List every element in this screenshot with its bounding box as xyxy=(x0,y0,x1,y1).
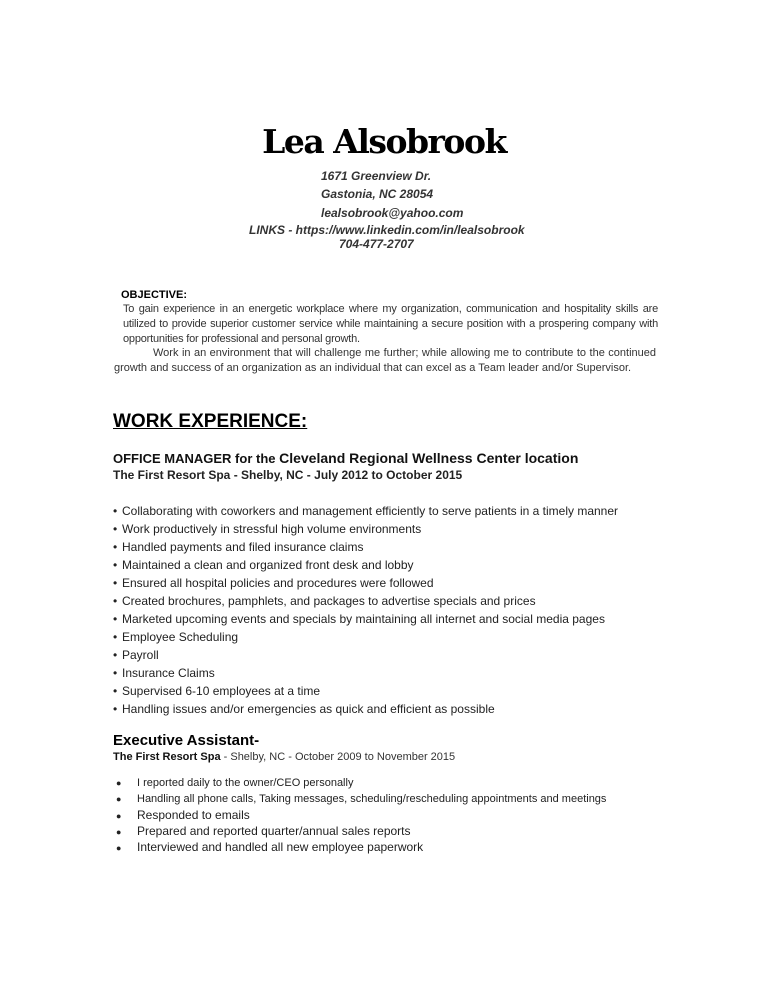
bullet-icon: • xyxy=(113,612,118,626)
applicant-name: Lea Alsobrook xyxy=(262,122,506,161)
objective-paragraph-1: To gain experience in an energetic workplace where my organization, communication and hospitality skills are utilized to provide superior customer service while maintaining a secure position with a prospering company with opportunities for professional and personal growth. xyxy=(123,303,658,345)
list-item: • Collaborating with coworkers and management efficiently to serve patients in a timely manner xyxy=(113,504,619,518)
address-line-1: 1671 Greenview Dr. xyxy=(321,169,432,183)
job2-employer: The First Resort Spa xyxy=(113,751,221,763)
work-experience-heading: WORK EXPERIENCE: xyxy=(113,411,308,432)
list-item: • Created brochures, pamphlets, and packages to advertise specials and prices xyxy=(113,594,536,608)
list-item: ● Handling all phone calls, Taking messages, scheduling/rescheduling appointments and meetings xyxy=(116,793,607,805)
bullet-icon: • xyxy=(113,684,118,698)
list-item: • Work productively in stressful high volume environments xyxy=(113,522,422,536)
list-item: • Handling issues and/or emergencies as quick and efficient as possible xyxy=(113,702,495,716)
bullet-icon: • xyxy=(113,594,118,608)
list-item: ● I reported daily to the owner/CEO personally xyxy=(116,777,354,789)
bullet-icon: • xyxy=(113,702,118,716)
job2-details: - Shelby, NC - October 2009 to November 2015 xyxy=(220,751,456,763)
bullet-icon: ● xyxy=(116,778,122,788)
objective-label: OBJECTIVE: xyxy=(121,289,188,301)
job1-title-prefix: OFFICE MANAGER for the xyxy=(113,451,280,466)
job2-subtitle xyxy=(113,751,455,763)
list-item: • Employee Scheduling xyxy=(113,630,239,644)
job2-duties-list xyxy=(116,775,606,855)
job1-subtitle: The First Resort Spa - Shelby, NC - July 2012 to October 2015 xyxy=(113,468,463,482)
bullet-icon: • xyxy=(113,540,118,554)
list-item: • Insurance Claims xyxy=(113,666,215,680)
list-item: • Maintained a clean and organized front desk and lobby xyxy=(113,558,414,572)
job1-title-location: Cleveland Regional Wellness Center location xyxy=(279,450,579,466)
bullet-icon: ● xyxy=(116,811,122,821)
links-line: LINKS - https://www.linkedin.com/in/lealsobrook xyxy=(249,223,525,237)
list-item: ● Responded to emails xyxy=(116,808,250,822)
list-item: • Supervised 6-10 employees at a time xyxy=(113,684,321,698)
job1-title xyxy=(113,450,578,466)
objective-paragraph-2: Work in an environment that will challenge me further; while allowing me to contribute to the continued growth and success of an organization as an individual that can excel as a Team leader and/or Supervisor. xyxy=(114,347,656,374)
bullet-icon: ● xyxy=(116,794,122,804)
job1-duties-list xyxy=(113,502,618,718)
bullet-icon: ● xyxy=(116,843,122,853)
list-item: • Marketed upcoming events and specials by maintaining all internet and social media pages xyxy=(113,612,605,626)
bullet-icon: • xyxy=(113,522,118,536)
phone-number: 704-477-2707 xyxy=(339,237,414,251)
bullet-icon: • xyxy=(113,504,118,518)
bullet-icon: • xyxy=(113,630,118,644)
address-line-2: Gastonia, NC 28054 xyxy=(321,187,434,201)
bullet-icon: • xyxy=(113,648,118,662)
bullet-icon: • xyxy=(113,666,118,680)
list-item: ● Prepared and reported quarter/annual sales reports xyxy=(116,824,411,838)
list-item: • Handled payments and filed insurance claims xyxy=(113,540,364,554)
list-item: • Ensured all hospital policies and procedures were followed xyxy=(113,576,434,590)
bullet-icon: • xyxy=(113,558,118,572)
list-item: ● Interviewed and handled all new employee paperwork xyxy=(116,840,424,854)
job2-title: Executive Assistant- xyxy=(113,732,260,749)
list-item: • Payroll xyxy=(113,648,159,662)
bullet-icon: ● xyxy=(116,827,122,837)
email-address: lealsobrook@yahoo.com xyxy=(321,206,464,220)
bullet-icon: • xyxy=(113,576,118,590)
